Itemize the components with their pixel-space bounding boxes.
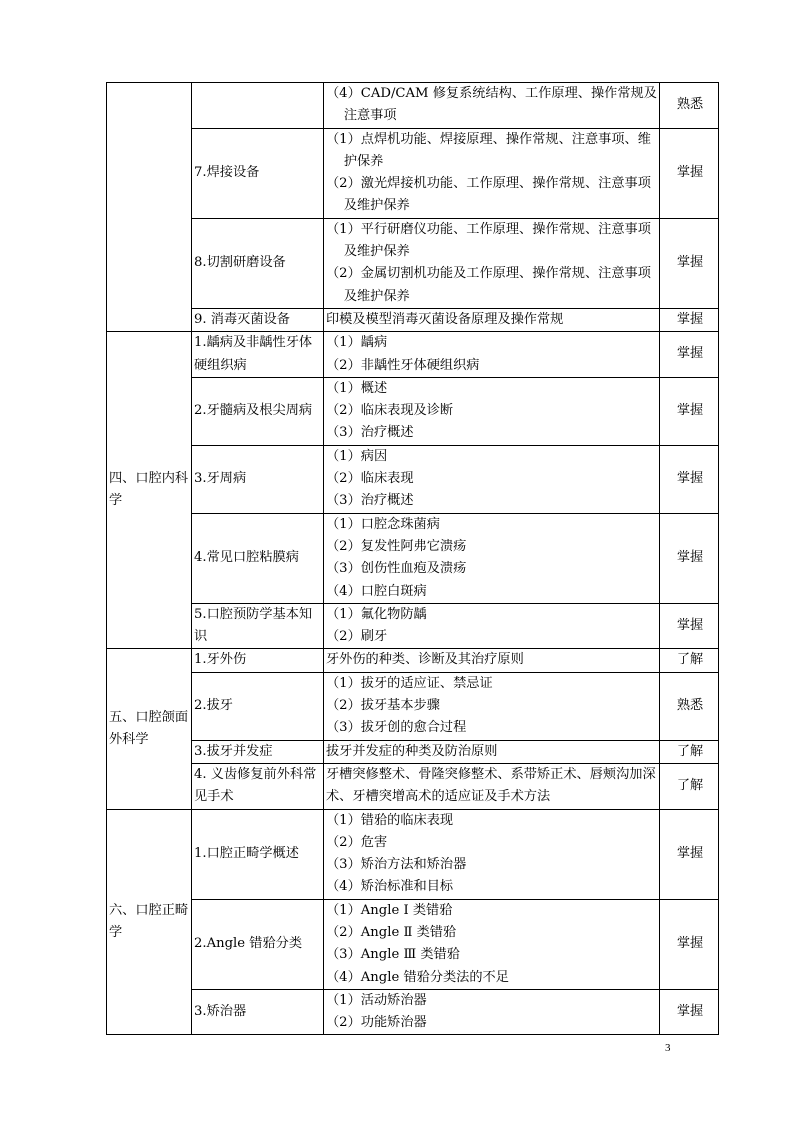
content-point: （2）功能矫治器 bbox=[326, 1015, 427, 1031]
requirement-level-cell: 掌握 bbox=[660, 899, 719, 989]
requirement-level-cell: 掌握 bbox=[660, 377, 719, 445]
table-row bbox=[107, 513, 719, 603]
content-cell bbox=[324, 332, 660, 378]
table-row bbox=[107, 128, 719, 218]
table-row bbox=[107, 672, 719, 740]
content-cell bbox=[324, 899, 660, 989]
topic-cell bbox=[192, 83, 324, 129]
topic-cell: 8.切割研磨设备 bbox=[192, 218, 324, 308]
section-name-cell: 六、口腔正畸学 bbox=[107, 809, 192, 1035]
requirement-level-cell: 掌握 bbox=[660, 332, 719, 378]
topic-cell: 3.拔牙并发症 bbox=[192, 740, 324, 763]
topic-cell: 4.常见口腔粘膜病 bbox=[192, 513, 324, 603]
content-point: （3）治疗概述 bbox=[326, 493, 414, 509]
table-row bbox=[107, 809, 719, 899]
table-row bbox=[107, 740, 719, 763]
topic-cell: 3.矫治器 bbox=[192, 989, 324, 1035]
content-point: （1）口腔念珠菌病 bbox=[326, 516, 440, 532]
requirement-level-cell: 掌握 bbox=[660, 445, 719, 513]
content-point: （2）激光焊接机功能、工作原理、操作常规、注意事项及维护保养 bbox=[326, 176, 651, 214]
requirement-level-cell: 熟悉 bbox=[660, 672, 719, 740]
topic-cell: 9. 消毒灭菌设备 bbox=[192, 308, 324, 331]
content-point: （1）平行研磨仪功能、工作原理、操作常规、注意事项及维护保养 bbox=[326, 221, 651, 260]
content-point: 印模及模型消毒灭菌设备原理及操作常规 bbox=[326, 311, 564, 327]
content-cell bbox=[324, 513, 660, 603]
content-cell bbox=[324, 672, 660, 740]
content-point: （1）错𬌗的临床表现 bbox=[326, 812, 454, 828]
content-point: （2）Angle Ⅱ 类错𬌗 bbox=[326, 924, 457, 940]
content-point: 拔牙并发症的种类及防治原则 bbox=[326, 743, 498, 759]
requirement-level-cell: 了解 bbox=[660, 740, 719, 763]
content-point: （2）临床表现及诊断 bbox=[326, 403, 454, 419]
table-row bbox=[107, 989, 719, 1035]
section-name-cell bbox=[107, 83, 192, 332]
topic-cell: 2.拔牙 bbox=[192, 672, 324, 740]
content-point: （1）病因 bbox=[326, 448, 388, 464]
content-point: （2）非龋性牙体硬组织病 bbox=[326, 357, 480, 373]
content-point: （1）氟化物防龋 bbox=[326, 606, 427, 622]
content-point: （1）Angle Ⅰ 类错𬌗 bbox=[326, 902, 453, 918]
content-point: 牙槽突修整术、骨隆突修整术、系带矫正术、唇颊沟加深术、牙槽突增高术的适应证及手术方法 bbox=[326, 766, 656, 805]
content-cell bbox=[324, 763, 660, 809]
topic-cell: 2.牙髓病及根尖周病 bbox=[192, 377, 324, 445]
table-row bbox=[107, 763, 719, 809]
content-point: （2）临床表现 bbox=[326, 471, 414, 487]
page-number: 3 bbox=[665, 1042, 671, 1054]
content-point: （2）金属切割机功能及工作原理、操作常规、注意事项及维护保养 bbox=[326, 266, 651, 304]
content-cell bbox=[324, 809, 660, 899]
content-point: （1）拔牙的适应证、禁忌证 bbox=[326, 675, 493, 691]
content-point: （1）概述 bbox=[326, 380, 388, 396]
topic-cell: 2.Angle 错𬌗分类 bbox=[192, 899, 324, 989]
requirement-level-cell: 了解 bbox=[660, 763, 719, 809]
table-row bbox=[107, 218, 719, 308]
content-point: （3）创伤性血疱及溃疡 bbox=[326, 561, 467, 577]
table-row bbox=[107, 649, 719, 672]
content-point: （1）点焊机功能、焊接原理、操作常规、注意事项、维护保养 bbox=[326, 131, 651, 169]
syllabus-body bbox=[107, 83, 719, 1035]
content-cell bbox=[324, 377, 660, 445]
content-point: （4）Angle 错𬌗分类法的不足 bbox=[326, 969, 509, 985]
content-point: （3）Angle Ⅲ 类错𬌗 bbox=[326, 947, 460, 963]
content-cell bbox=[324, 128, 660, 218]
requirement-level-cell: 掌握 bbox=[660, 989, 719, 1035]
content-point: （2）刷牙 bbox=[326, 629, 388, 645]
table-row bbox=[107, 83, 719, 129]
topic-cell: 3.牙周病 bbox=[192, 445, 324, 513]
topic-cell: 1.牙外伤 bbox=[192, 649, 324, 672]
requirement-level-cell: 熟悉 bbox=[660, 83, 719, 129]
table-row bbox=[107, 377, 719, 445]
table-row bbox=[107, 445, 719, 513]
requirement-level-cell: 掌握 bbox=[660, 308, 719, 331]
content-point: （4）CAD/CAM 修复系统结构、工作原理、操作常规及注意事项 bbox=[326, 86, 657, 124]
content-cell bbox=[324, 740, 660, 763]
table-row bbox=[107, 308, 719, 331]
content-point: （2）复发性阿弗它溃疡 bbox=[326, 538, 467, 554]
content-point: （2）危害 bbox=[326, 834, 388, 850]
topic-cell: 1.龋病及非龋性牙体硬组织病 bbox=[192, 332, 324, 378]
content-cell bbox=[324, 83, 660, 129]
content-point: （4）口腔白斑病 bbox=[326, 583, 427, 599]
table-row bbox=[107, 332, 719, 378]
content-point: （4）矫治标准和目标 bbox=[326, 879, 454, 895]
content-cell bbox=[324, 308, 660, 331]
topic-cell: 5.口腔预防学基本知识 bbox=[192, 603, 324, 649]
table-row bbox=[107, 603, 719, 649]
requirement-level-cell: 掌握 bbox=[660, 513, 719, 603]
requirement-level-cell: 掌握 bbox=[660, 218, 719, 308]
content-point: 牙外伤的种类、诊断及其治疗原则 bbox=[326, 652, 524, 668]
content-cell bbox=[324, 445, 660, 513]
table-row bbox=[107, 899, 719, 989]
topic-cell: 4. 义齿修复前外科常见手术 bbox=[192, 763, 324, 809]
requirement-level-cell: 掌握 bbox=[660, 603, 719, 649]
syllabus-table bbox=[106, 82, 719, 1035]
content-point: （1）龋病 bbox=[326, 335, 388, 351]
content-point: （3）矫治方法和矫治器 bbox=[326, 857, 467, 873]
content-cell bbox=[324, 218, 660, 308]
content-cell bbox=[324, 603, 660, 649]
section-name-cell: 四、口腔内科学 bbox=[107, 332, 192, 649]
requirement-level-cell: 掌握 bbox=[660, 809, 719, 899]
content-cell bbox=[324, 989, 660, 1035]
requirement-level-cell: 掌握 bbox=[660, 128, 719, 218]
content-point: （1）活动矫治器 bbox=[326, 992, 427, 1008]
topic-cell: 7.焊接设备 bbox=[192, 128, 324, 218]
section-name-cell: 五、口腔颌面外科学 bbox=[107, 649, 192, 809]
requirement-level-cell: 了解 bbox=[660, 649, 719, 672]
topic-cell: 1.口腔正畸学概述 bbox=[192, 809, 324, 899]
content-cell bbox=[324, 649, 660, 672]
content-point: （3）治疗概述 bbox=[326, 425, 414, 441]
content-point: （3）拔牙创的愈合过程 bbox=[326, 720, 467, 736]
content-point: （2）拔牙基本步骤 bbox=[326, 698, 440, 714]
